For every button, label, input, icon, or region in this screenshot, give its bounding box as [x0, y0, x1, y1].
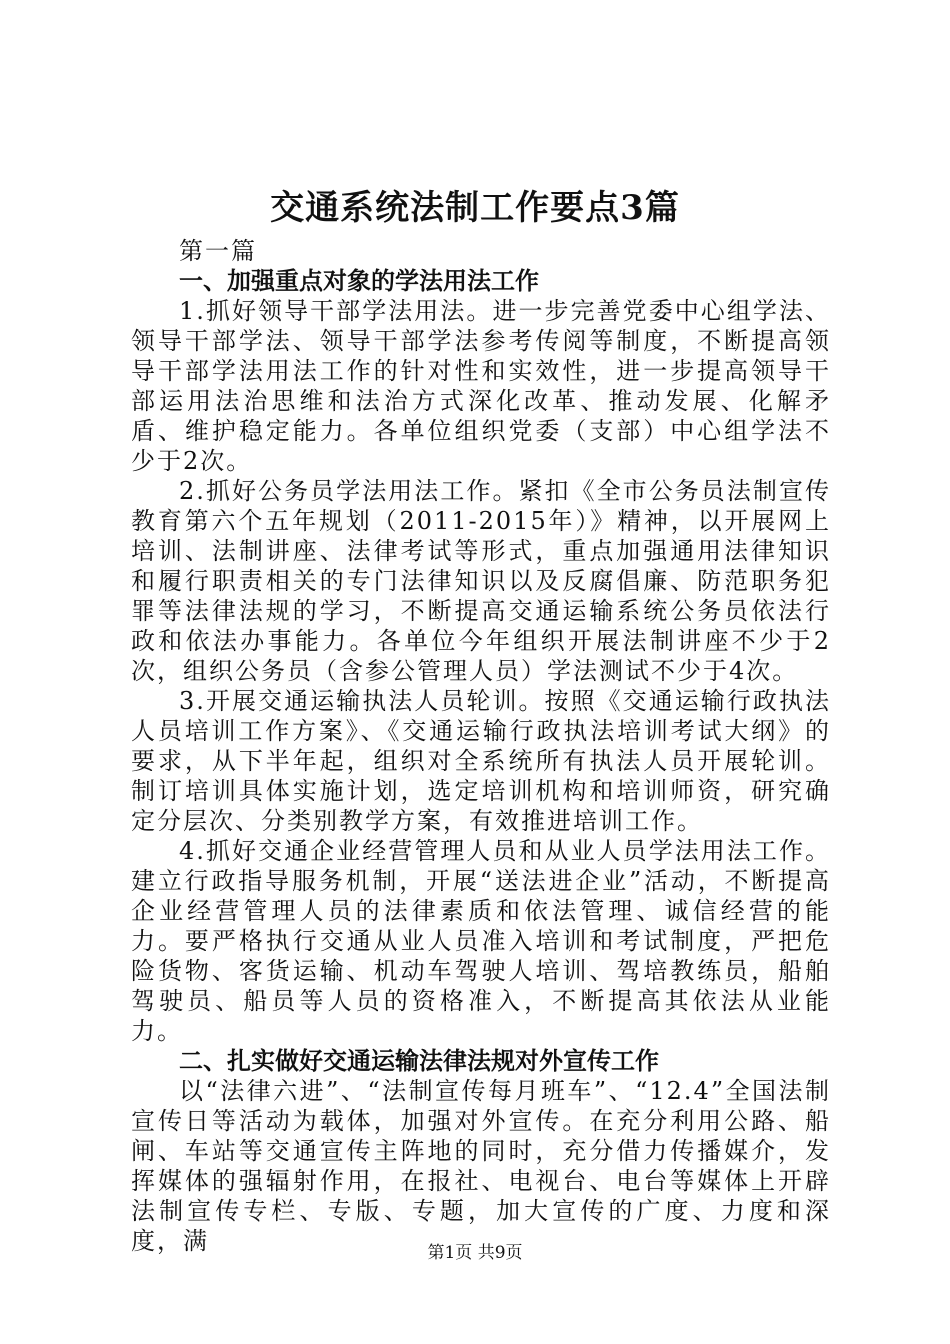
document-body	[131, 236, 831, 1256]
document-title: 交通系统法制工作要点3篇	[270, 188, 680, 228]
body-paragraph: 1.抓好领导干部学法用法。进一步完善党委中心组学法、领导干部学法、领导干部学法参考传阅等制度，不断提高领导干部学法用法工作的针对性和实效性，进一步提高领导干部运用法治思维和法治方式深化改革、推动发展、化解矛盾、维护稳定能力。各单位组织党委（支部）中心组学法不少于2次。	[131, 297, 831, 475]
body-paragraph: 以“法律六进”、“法制宣传每月班车”、“12.4”全国法制宣传日等活动为载体，加强对外宣传。在充分利用公路、船闸、车站等交通宣传主阵地的同时，充分借力传播媒介，发挥媒体的强辐射作用，在报社、电视台、电台等媒体上开辟法制宣传专栏、专版、专题，加大宣传的广度、力度和深度，满	[131, 1077, 831, 1255]
section-heading: 二、扎实做好交通运输法律法规对外宣传工作	[179, 1047, 659, 1075]
section-label: 第一篇	[179, 237, 257, 265]
page-footer: 第1页 共9页	[427, 1243, 523, 1263]
body-paragraph: 2.抓好公务员学法用法工作。紧扣《全市公务员法制宣传教育第六个五年规划（2011-2015年）》精神，以开展网上培训、法制讲座、法律考试等形式，重点加强通用法律知识和履行职责相关的专门法律知识以及反腐倡廉、防范职务犯罪等法律法规的学习，不断提高交通运输系统公务员依法行政和依法办事能力。各单位今年组织开展法制讲座不少于2次，组织公务员（含参公管理人员）学法测试不少于4次。	[131, 477, 831, 685]
body-paragraph: 4.抓好交通企业经营管理人员和从业人员学法用法工作。建立行政指导服务机制，开展“送法进企业”活动，不断提高企业经营管理人员的法律素质和依法管理、诚信经营的能力。要严格执行交通从业人员准入培训和考试制度，严把危险货物、客货运输、机动车驾驶人培训、驾培教练员，船舶驾驶员、船员等人员的资格准入，不断提高其依法从业能力。	[131, 837, 831, 1045]
body-paragraph: 3.开展交通运输执法人员轮训。按照《交通运输行政执法人员培训工作方案》、《交通运输行政执法培训考试大纲》的要求，从下半年起，组织对全系统所有执法人员开展轮训。制订培训具体实施计划，选定培训机构和培训师资，研究确定分层次、分类别教学方案，有效推进培训工作。	[131, 687, 831, 835]
section-heading: 一、加强重点对象的学法用法工作	[179, 267, 539, 295]
